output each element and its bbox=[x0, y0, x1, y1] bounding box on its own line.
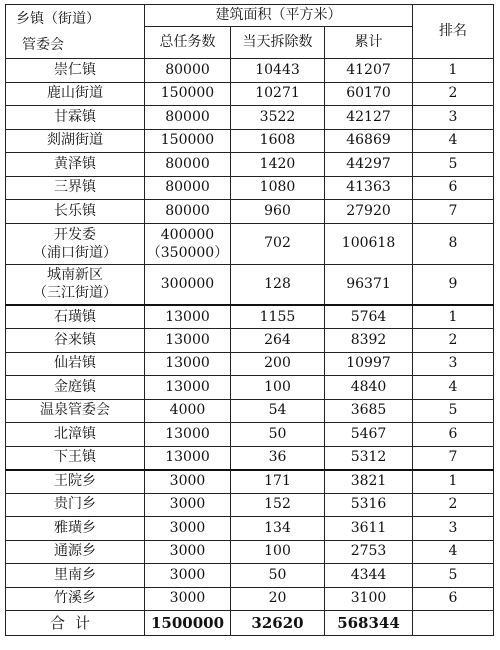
header-rank: 排名 bbox=[413, 5, 494, 59]
cell-rank: 9 bbox=[413, 264, 494, 305]
cell-cumulative: 5467 bbox=[325, 423, 413, 447]
table-row bbox=[6, 129, 494, 153]
cell-cumulative: 96371 bbox=[325, 264, 413, 305]
table-row bbox=[6, 587, 494, 611]
cell-rank: 3 bbox=[413, 352, 494, 376]
cell-total-task: 150000 bbox=[145, 82, 231, 106]
cell-township: 三界镇 bbox=[6, 176, 145, 200]
cell-cumulative: 100618 bbox=[325, 223, 413, 264]
cell-cumulative: 4344 bbox=[325, 564, 413, 588]
cell-total-task: 80000 bbox=[145, 153, 231, 177]
table-row bbox=[6, 376, 494, 400]
cell-township: 北漳镇 bbox=[6, 423, 145, 447]
table-row bbox=[6, 223, 494, 264]
cell-cumulative: 4840 bbox=[325, 376, 413, 400]
cell-total-task bbox=[145, 223, 231, 264]
cell-total-task: 13000 bbox=[145, 446, 231, 470]
header-township bbox=[6, 5, 145, 59]
cell-cumulative: 8392 bbox=[325, 329, 413, 353]
table-row bbox=[6, 352, 494, 376]
cell-township: 金庭镇 bbox=[6, 376, 145, 400]
cell-township: 崇仁镇 bbox=[6, 59, 145, 83]
cell-today-demolished: 152 bbox=[231, 493, 325, 517]
cell-today-demolished: 1080 bbox=[231, 176, 325, 200]
cell-rank: 4 bbox=[413, 376, 494, 400]
total-label: 合计 bbox=[6, 611, 145, 636]
cell-township: 仙岩镇 bbox=[6, 352, 145, 376]
cell-rank: 7 bbox=[413, 200, 494, 224]
cell-township: 雅璜乡 bbox=[6, 517, 145, 541]
cell-today-demolished: 128 bbox=[231, 264, 325, 305]
cell-today-demolished: 10271 bbox=[231, 82, 325, 106]
cell-township: 长乐镇 bbox=[6, 200, 145, 224]
cell-today-demolished: 171 bbox=[231, 470, 325, 494]
cell-today-demolished: 100 bbox=[231, 540, 325, 564]
cell-rank: 5 bbox=[413, 564, 494, 588]
table-row bbox=[6, 264, 494, 305]
cell-rank: 2 bbox=[413, 493, 494, 517]
cell-today-demolished: 36 bbox=[231, 446, 325, 470]
table-row bbox=[6, 200, 494, 224]
table-row bbox=[6, 106, 494, 130]
cell-today-demolished: 100 bbox=[231, 376, 325, 400]
cell-cumulative: 3611 bbox=[325, 517, 413, 541]
cell-total-task: 3000 bbox=[145, 470, 231, 494]
cell-cumulative: 42127 bbox=[325, 106, 413, 130]
cell-township: 贵门乡 bbox=[6, 493, 145, 517]
cell-township-line2: （三江街道） bbox=[33, 285, 117, 302]
cell-total-task: 300000 bbox=[145, 264, 231, 305]
cell-township-line2: （浦口街道） bbox=[33, 244, 117, 261]
cell-rank: 2 bbox=[413, 82, 494, 106]
cell-today-demolished: 200 bbox=[231, 352, 325, 376]
cell-rank: 1 bbox=[413, 305, 494, 329]
cell-total-task: 80000 bbox=[145, 106, 231, 130]
cell-today-demolished: 54 bbox=[231, 399, 325, 423]
cell-total-task: 3000 bbox=[145, 564, 231, 588]
cell-total-task: 13000 bbox=[145, 305, 231, 329]
cell-total-task: 4000 bbox=[145, 399, 231, 423]
cell-rank: 6 bbox=[413, 176, 494, 200]
demolition-table-wrapper bbox=[5, 4, 493, 636]
cell-rank: 6 bbox=[413, 423, 494, 447]
header-township-line1: 乡镇（街道） bbox=[16, 10, 100, 27]
cell-today-demolished: 134 bbox=[231, 517, 325, 541]
cell-township: 竹溪乡 bbox=[6, 587, 145, 611]
cell-rank: 3 bbox=[413, 106, 494, 130]
cell-today-demolished: 702 bbox=[231, 223, 325, 264]
cell-cumulative: 3821 bbox=[325, 470, 413, 494]
total-task-sum: 1500000 bbox=[145, 611, 231, 636]
cell-rank: 5 bbox=[413, 399, 494, 423]
cell-total-task: 80000 bbox=[145, 59, 231, 83]
cell-township: 温泉管委会 bbox=[6, 399, 145, 423]
cell-rank: 3 bbox=[413, 517, 494, 541]
cell-township: 王院乡 bbox=[6, 470, 145, 494]
cell-township bbox=[6, 223, 145, 264]
total-rank bbox=[413, 611, 494, 636]
cell-cumulative: 5764 bbox=[325, 305, 413, 329]
cell-total-task: 150000 bbox=[145, 129, 231, 153]
cell-cumulative: 5312 bbox=[325, 446, 413, 470]
table-row bbox=[6, 564, 494, 588]
table-row bbox=[6, 82, 494, 106]
cell-today-demolished: 10443 bbox=[231, 59, 325, 83]
cell-cumulative: 41207 bbox=[325, 59, 413, 83]
cell-total-task: 80000 bbox=[145, 200, 231, 224]
cell-total-task: 13000 bbox=[145, 376, 231, 400]
cell-today-demolished: 1155 bbox=[231, 305, 325, 329]
cell-township-line1: 城南新区 bbox=[47, 267, 103, 284]
table-body bbox=[6, 59, 494, 636]
demolition-area-table bbox=[5, 4, 494, 636]
cell-today-demolished: 264 bbox=[231, 329, 325, 353]
cell-total-task: 13000 bbox=[145, 329, 231, 353]
cell-township: 下王镇 bbox=[6, 446, 145, 470]
cell-township: 剡湖街道 bbox=[6, 129, 145, 153]
table-row bbox=[6, 517, 494, 541]
cell-township: 里南乡 bbox=[6, 564, 145, 588]
table-row bbox=[6, 399, 494, 423]
cell-township: 通源乡 bbox=[6, 540, 145, 564]
cell-cumulative: 3100 bbox=[325, 587, 413, 611]
total-row bbox=[6, 611, 494, 636]
cell-rank: 2 bbox=[413, 329, 494, 353]
cell-township: 黄泽镇 bbox=[6, 153, 145, 177]
cell-rank: 6 bbox=[413, 587, 494, 611]
cell-total-task-line2: （350000） bbox=[146, 244, 229, 261]
cell-total-task-line1: 400000 bbox=[160, 226, 215, 243]
cell-today-demolished: 960 bbox=[231, 200, 325, 224]
cell-cumulative: 41363 bbox=[325, 176, 413, 200]
table-row bbox=[6, 540, 494, 564]
cell-rank: 1 bbox=[413, 470, 494, 494]
table-row bbox=[6, 446, 494, 470]
cell-rank: 5 bbox=[413, 153, 494, 177]
cell-township bbox=[6, 264, 145, 305]
cell-today-demolished: 50 bbox=[231, 564, 325, 588]
cell-cumulative: 3685 bbox=[325, 399, 413, 423]
cell-total-task: 13000 bbox=[145, 352, 231, 376]
cell-cumulative: 5316 bbox=[325, 493, 413, 517]
cell-today-demolished: 1420 bbox=[231, 153, 325, 177]
cell-rank: 8 bbox=[413, 223, 494, 264]
header-area-group: 建筑面积（平方米） bbox=[145, 5, 413, 27]
table-row bbox=[6, 153, 494, 177]
cell-township: 甘霖镇 bbox=[6, 106, 145, 130]
cell-total-task: 3000 bbox=[145, 587, 231, 611]
cell-today-demolished: 50 bbox=[231, 423, 325, 447]
header-township-line2: 管委会 bbox=[22, 36, 64, 53]
cell-total-task: 13000 bbox=[145, 423, 231, 447]
table-row bbox=[6, 176, 494, 200]
table-row bbox=[6, 493, 494, 517]
cell-cumulative: 46869 bbox=[325, 129, 413, 153]
cell-today-demolished: 1608 bbox=[231, 129, 325, 153]
cell-cumulative: 44297 bbox=[325, 153, 413, 177]
cell-township: 鹿山街道 bbox=[6, 82, 145, 106]
cell-total-task: 3000 bbox=[145, 540, 231, 564]
header-total-task: 总任务数 bbox=[145, 27, 231, 59]
table-row bbox=[6, 305, 494, 329]
cell-total-task: 3000 bbox=[145, 493, 231, 517]
cell-rank: 7 bbox=[413, 446, 494, 470]
cell-township: 谷来镇 bbox=[6, 329, 145, 353]
cell-rank: 1 bbox=[413, 59, 494, 83]
cell-cumulative: 27920 bbox=[325, 200, 413, 224]
header-today-demolished: 当天拆除数 bbox=[231, 27, 325, 59]
table-row bbox=[6, 423, 494, 447]
header-cumulative: 累计 bbox=[325, 27, 413, 59]
table-row bbox=[6, 470, 494, 494]
table-row bbox=[6, 59, 494, 83]
total-today-sum: 32620 bbox=[231, 611, 325, 636]
cell-rank: 4 bbox=[413, 540, 494, 564]
cell-cumulative: 60170 bbox=[325, 82, 413, 106]
cell-township-line1: 开发委 bbox=[54, 226, 96, 243]
cell-township: 石璜镇 bbox=[6, 305, 145, 329]
table-row bbox=[6, 329, 494, 353]
cell-today-demolished: 3522 bbox=[231, 106, 325, 130]
cell-rank: 4 bbox=[413, 129, 494, 153]
cell-total-task: 80000 bbox=[145, 176, 231, 200]
cell-cumulative: 10997 bbox=[325, 352, 413, 376]
cell-total-task: 3000 bbox=[145, 517, 231, 541]
cell-today-demolished: 20 bbox=[231, 587, 325, 611]
cell-cumulative: 2753 bbox=[325, 540, 413, 564]
total-cumulative-sum: 568344 bbox=[325, 611, 413, 636]
